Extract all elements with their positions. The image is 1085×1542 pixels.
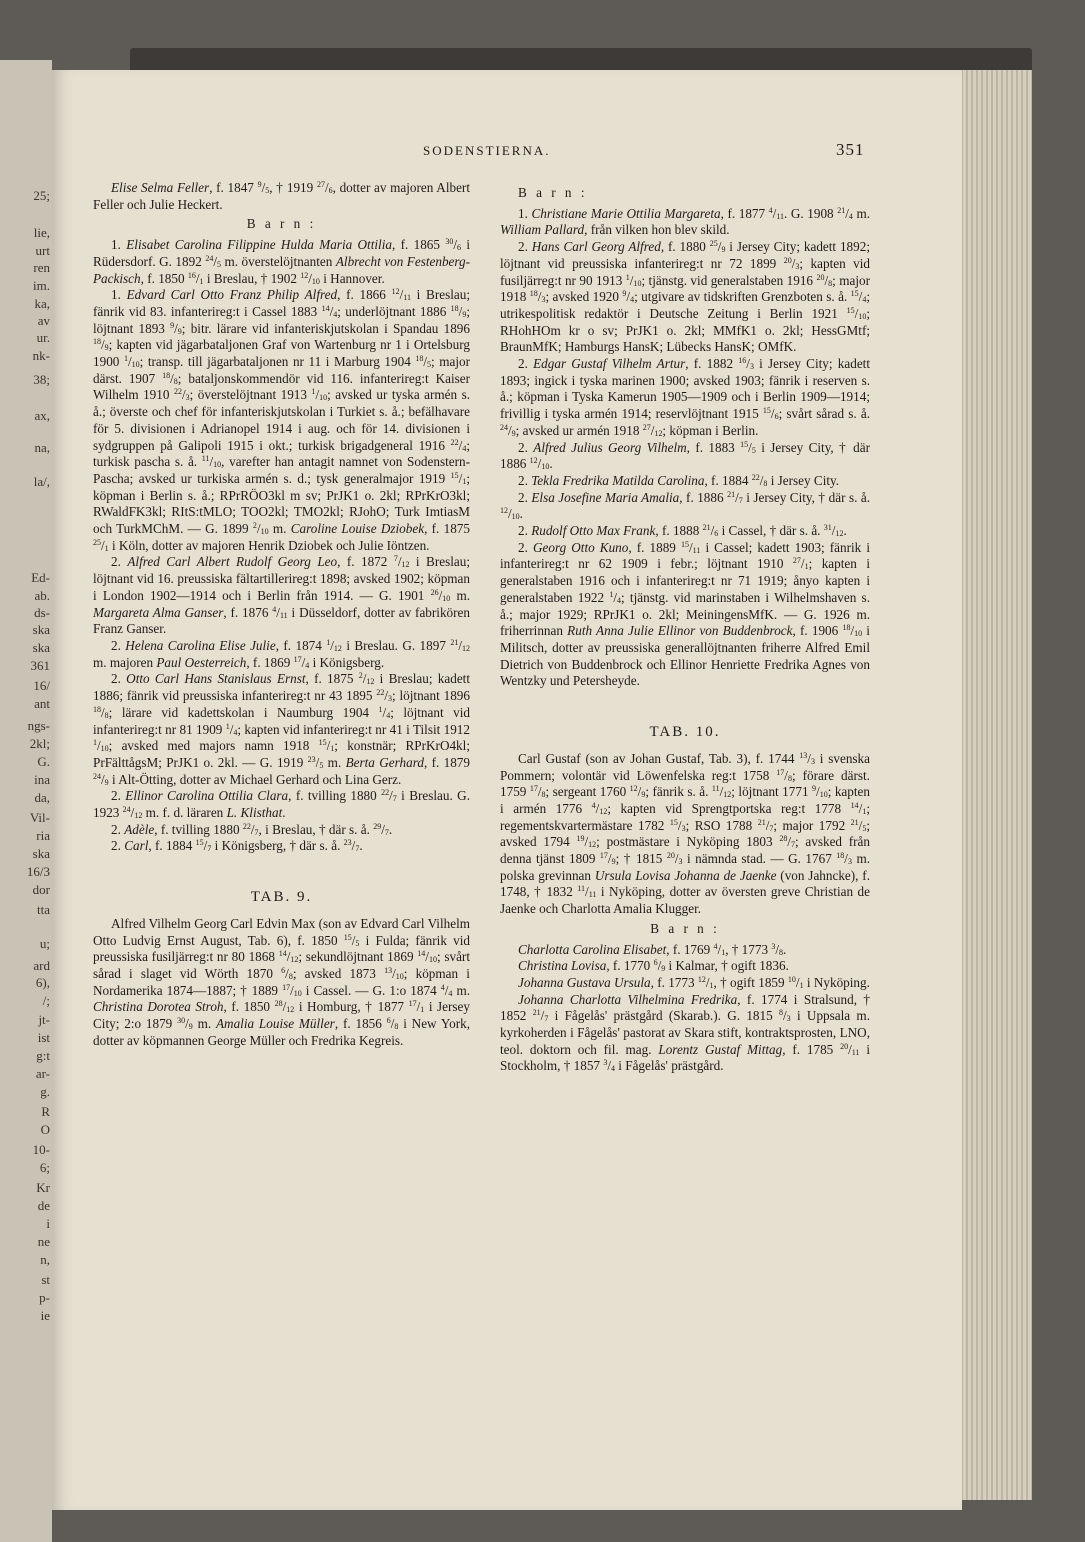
- date-fraction: $^{18}/_{10}$: [842, 623, 863, 639]
- date-fraction: $^8/_3$: [779, 1008, 791, 1024]
- person-name: Edgar Gustaf Vilhelm Artur: [533, 356, 686, 372]
- margin-fragment: ren: [33, 260, 50, 275]
- date-fraction: $^6/_8$: [386, 1016, 399, 1032]
- genealogy-entry: 1. Christiane Marie Ottilia Margareta, f. 1877 $^4/_{11}$. G. 1908 $^{21}/_4$ m. William Pallard, från vilken hon blev skild.: [500, 205, 871, 238]
- margin-fragment: av: [37, 313, 50, 328]
- genealogy-entry: Christina Lovisa, f. 1770 $^6/_9$ i Kalmar, † ogift 1836.: [518, 958, 789, 974]
- date-fraction: $^{24}/_{12}$: [122, 805, 143, 821]
- date-fraction: $^{20}/_8$: [816, 272, 833, 288]
- children-heading: B a r n :: [518, 185, 588, 200]
- date-fraction: $^{11}/_{11}$: [577, 884, 597, 900]
- margin-fragment: urt: [35, 243, 50, 258]
- date-fraction: $^{13}/_{10}$: [384, 965, 404, 981]
- genealogy-entry: 1. Edvard Carl Otto Franz Philip Alfred, f. 1866 $^{12}/_{11}$ i Breslau; fänrik vid 83. infanterireg:t i Cassel 1883 $^{14}/_4$; underlöjtnant 1886 $^{18}/_9$; löjtnant 1893 $^9/_9$; bitr. lärare vid infanteriskjutskolan i Spandau 1896 $^{18}/_9$; kapten vid jägarbataljonen Graf von Wartenburg nr 1 i Ortelsburg 1900 $^1/_{10}$; transp. till jägarbataljonen nr 11 i Marburg 1904 $^{18}/_5$; major därst. 1907 $^{18}/_8$; bataljonskommendör vid 116. infanterireg:t Kaiser Wilhelm 1910 $^{22}/_3$; överstelöjtnant 1913 $^1/_{10}$; avsked ur tyska armén s. å.; överste och chef för infanteriskjutskolan i Turkiet s. å.; befälhavare för 5. divisionen i Adrianopel 1914 i aug. och för 14. divisionen i sydgruppen på Galipoli 1915 i okt.; turkisk brigadgeneral 1916 $^{22}/_4$; turkisk pascha s. å. $^{11}/_{10}$, varefter han antagit namnet von Sodenstern-Pascha; avsked ur turkiska armén s. d.; tysk generalmajor 1919 $^{15}/_1$; köpman i Berlin s. å.; RPrRÖO3kl m sv; PrJK1 o. 2kl; RPrKrO3kl; RWaldFK3kl; RItS:tMLO; TOO2kl; TMO2kl; RJohO; Turk ImtiasM och TurkMChM. — G. 1899 $^2/_{10}$ m. Caroline Louise Dziobek, f. 1875 $^{25}/_1$ i Köln, dotter av majoren Henrik Dziobek och Julie Iöntzen.: [93, 287, 471, 553]
- person-name: Lorentz Gustaf Mittag: [658, 1041, 783, 1057]
- date-fraction: $^{25}/_9$: [709, 239, 726, 255]
- margin-fragment: ur.: [36, 330, 50, 345]
- date-fraction: $^{22}/_4$: [450, 437, 467, 453]
- date-fraction: $^{15}/_5$: [343, 932, 360, 948]
- date-fraction: $^{16}/_1$: [187, 270, 204, 286]
- date-fraction: $^{19}/_{12}$: [576, 834, 597, 850]
- genealogy-entry: Elise Selma Feller, f. 1847 $^9/_5$, † 1919 $^{27}/_6$, dotter av majoren Albert Feller och Julie Heckert.: [93, 180, 470, 212]
- date-fraction: $^1/_{10}$: [93, 738, 109, 754]
- margin-fragment: st: [41, 1272, 50, 1287]
- margin-fragment: ina: [34, 772, 50, 787]
- person-name: Amalia Louise Müller: [216, 1016, 335, 1032]
- genealogy-entry: 2. Alfred Carl Albert Rudolf Georg Leo, f. 1872 $^7/_{12}$ i Breslau; löjtnant vid 16. preussiska fältartillerireg:t 1898; avsked 1902; köpman i London 1902—1914 och i Berlin från 1914. — G. 1901 $^{26}/_{10}$ m. Margareta Alma Ganser, f. 1876 $^4/_{11}$ i Düsseldorf, dotter av fabrikören Franz Ganser.: [93, 554, 471, 637]
- date-fraction: $^{21}/_{12}$: [450, 637, 470, 653]
- margin-fragment: 25;: [33, 188, 50, 203]
- genealogy-entry: 2. Adèle, f. tvilling 1880 $^{22}/_7$, i Breslau, † där s. å. $^{29}/_7$.: [111, 821, 393, 837]
- children-heading: B a r n :: [246, 216, 317, 232]
- margin-fragment: tta: [37, 902, 50, 917]
- date-fraction: $^{21}/_4$: [837, 205, 853, 221]
- genealogy-entry: Johanna Gustava Ursula, f. 1773 $^{12}/_1$, † ogift 1859 $^{10}/_1$ i Nyköping.: [518, 974, 870, 990]
- date-fraction: $^{15}/_7$: [195, 838, 212, 854]
- date-fraction: $^6/_9$: [653, 958, 666, 974]
- date-fraction: $^{20}/_{11}$: [840, 1041, 860, 1057]
- person-name: Carl: [124, 838, 149, 854]
- date-fraction: $^{15}/_3$: [669, 817, 686, 833]
- date-fraction: $^{28}/_{12}$: [274, 999, 295, 1015]
- margin-fragment: 6),: [35, 975, 50, 990]
- person-name: Rudolf Otto Max Frank: [531, 523, 656, 539]
- date-fraction: $^4/_4$: [440, 982, 453, 998]
- margin-fragment: ria: [36, 828, 50, 843]
- margin-fragment: /;: [42, 993, 50, 1008]
- date-fraction: $^{18}/_3$: [529, 289, 546, 305]
- person-name: Helena Carolina Elise Julie: [125, 637, 276, 653]
- margin-fragment: 38;: [33, 372, 50, 387]
- date-fraction: $^{14}/_4$: [321, 303, 338, 319]
- date-fraction: $^{21}/_7$: [532, 1008, 549, 1024]
- date-fraction: $^{31}/_{12}$: [823, 523, 844, 539]
- date-fraction: $^7/_{12}$: [393, 554, 410, 570]
- date-fraction: $^{17}/_9$: [599, 851, 616, 867]
- date-fraction: $^9/_{10}$: [812, 784, 828, 800]
- person-name: Johanna Charlotta Vilhelmina Fredrika: [518, 991, 738, 1007]
- genealogy-entry: 2. Tekla Fredrika Matilda Carolina, f. 1884 $^{22}/_8$ i Jersey City.: [518, 472, 840, 488]
- date-fraction: $^{18}/_5$: [415, 354, 432, 370]
- date-fraction: $^{18}/_9$: [450, 303, 467, 319]
- date-fraction: $^{26}/_{10}$: [430, 587, 451, 603]
- genealogy-entry: 2. Georg Otto Kuno, f. 1889 $^{15}/_{11}$ i Cassel; kadett 1903; fänrik i infanterireg:t nr 62 1909 i febr.; löjtnant 1910 $^{27}/_1$; kapten i generalstaben 1916 och i infanterireg:t nr 71 1919; ånyo kapten i generalstaben 1922 $^1/_4$; tjänstg. vid marinstaben i Wilhelmshaven s. å.; major 1929; RPrJK1 o. 2kl; MeiningensMfK. — G. 1926 m. friherrinnan Ruth Anna Julie Ellinor von Buddenbrock, f. 1906 $^{18}/_{10}$ i Militsch, dotter av preussiska generallöjtnanten friherre Alfred Emil Dietrich von Buddenbrock och Ellinor Henriette Fredrika Agnes von Wentzky und Petersheyde.: [500, 539, 871, 689]
- genealogy-entry: 2. Alfred Julius Georg Vilhelm, f. 1883 $^{15}/_5$ i Jersey City, † där 1886 $^{12}/_{10}$.: [500, 439, 870, 472]
- date-fraction: $^1/_4$: [378, 704, 391, 720]
- page-number: 351: [836, 140, 865, 159]
- date-fraction: $^{18}/_8$: [162, 370, 178, 386]
- date-fraction: $^{20}/_3$: [666, 851, 683, 867]
- person-name: Ruth Anna Julie Ellinor von Buddenbrock: [567, 623, 793, 639]
- children-heading: B a r n :: [650, 920, 720, 936]
- margin-fragment: 6;: [39, 1160, 50, 1175]
- date-fraction: $^{24}/_9$: [93, 771, 109, 787]
- person-name: Georg Otto Kuno: [532, 539, 629, 555]
- date-fraction: $^{24}/_5$: [205, 253, 221, 269]
- genealogy-entry: 2. Ellinor Carolina Ottilia Clara, f. tvilling 1880 $^{22}/_7$ i Breslau. G. 1923 $^{24}/_{12}$ m. f. d. läraren L. Klisthat.: [93, 788, 470, 821]
- date-fraction: $^{22}/_8$: [751, 472, 768, 488]
- date-fraction: $^1/_{10}$: [311, 387, 328, 403]
- date-fraction: $^{15}/_6$: [762, 406, 779, 422]
- date-fraction: $^{25}/_1$: [93, 537, 109, 553]
- person-name: Margareta Alma Ganser: [93, 604, 224, 620]
- date-fraction: $^{28}/_7$: [779, 834, 795, 850]
- date-fraction: $^{10}/_1$: [787, 974, 804, 990]
- date-fraction: $^{29}/_7$: [373, 821, 389, 837]
- date-fraction: $^{14}/_{10}$: [417, 949, 437, 965]
- date-fraction: $^{30}/_9$: [177, 1016, 193, 1032]
- date-fraction: $^{18}/_8$: [93, 704, 109, 720]
- margin-fragment: ska: [32, 846, 50, 861]
- date-fraction: $^{17}/_8$: [529, 784, 546, 800]
- person-name: Tekla Fredrika Matilda Carolina: [531, 472, 705, 488]
- date-fraction: $^{22}/_7$: [381, 788, 397, 804]
- margin-fragment: ab.: [34, 588, 50, 603]
- date-fraction: $^{17}/_4$: [293, 654, 310, 670]
- margin-fragment: ie: [40, 1308, 50, 1323]
- table-heading: TAB. 9.: [250, 889, 313, 906]
- person-name: Alfred Julius Georg Vilhelm: [533, 439, 687, 455]
- date-fraction: $^{15}/_{10}$: [846, 305, 867, 321]
- date-fraction: $^{12}/_9$: [629, 784, 646, 800]
- running-head-title: SODENSTIERNA.: [423, 143, 551, 158]
- margin-fragment: ard: [33, 958, 50, 973]
- person-name: William Pallard: [500, 222, 585, 238]
- date-fraction: $^9/_5$: [257, 180, 270, 195]
- margin-fragment: im.: [33, 278, 50, 293]
- date-fraction: $^1/_{12}$: [326, 637, 342, 653]
- date-fraction: $^{21}/_7$: [757, 817, 774, 833]
- margin-fragment: O: [40, 1122, 50, 1137]
- genealogy-entry: 1. Elisabet Carolina Filippine Hulda Maria Ottilia, f. 1865 $^{30}/_6$ i Rüdersdorf. G. 1892 $^{24}/_5$ m. överstelöjtnanten Albrecht von Festenberg-Packisch, f. 1850 $^{16}/_1$ i Breslau, † 1902 $^{12}/_{10}$ i Hannover.: [93, 237, 471, 286]
- date-fraction: $^3/_4$: [603, 1058, 615, 1074]
- date-fraction: $^{14}/_1$: [850, 800, 867, 816]
- left-column: [93, 180, 470, 1049]
- genealogy-entry: Charlotta Carolina Elisabet, f. 1769 $^4/_1$, † 1773 $^3/_8$.: [518, 941, 787, 957]
- date-fraction: $^{22}/_3$: [173, 387, 190, 403]
- genealogy-entry: 2. Edgar Gustaf Vilhelm Artur, f. 1882 $^{16}/_3$ i Jersey City; kadett 1893; ingick i tyska marinen 1900; avsked 1903; fänrik i reserven s. å.; köpman i Tyska Kamerun 1905—1909 och i Berlin 1909—1914; frivillig i tyska armén 1914; reservlöjtnant 1915 $^{15}/_6$; svårt sårad s. å. $^{24}/_9$; avsked ur armén 1918 $^{27}/_{12}$; köpman i Berlin.: [500, 356, 870, 438]
- genealogy-entry: 2. Rudolf Otto Max Frank, f. 1888 $^{21}/_6$ i Cassel, † där s. å. $^{31}/_{12}$.: [518, 523, 847, 539]
- date-fraction: $^9/_4$: [622, 289, 635, 305]
- margin-fragment: lie,: [33, 225, 50, 240]
- date-fraction: $^{15}/_5$: [740, 439, 756, 455]
- date-fraction: $^{23}/_5$: [307, 754, 324, 770]
- genealogy-entry: 2. Elsa Josefine Maria Amalia, f. 1886 $^{21}/_7$ i Jersey City, † där s. å. $^{12}/_{10}$.: [500, 489, 871, 522]
- margin-fragment: 16/3: [26, 864, 50, 879]
- date-fraction: $^{12}/_{10}$: [500, 506, 520, 522]
- date-fraction: $^{13}/_3$: [799, 750, 815, 766]
- date-fraction: $^{16}/_3$: [738, 356, 754, 372]
- genealogy-entry: 2. Carl, f. 1884 $^{15}/_7$ i Königsberg, † där s. å. $^{23}/_7$.: [111, 838, 363, 854]
- date-fraction: $^{12}/_{11}$: [391, 287, 411, 303]
- date-fraction: $^{12}/_1$: [697, 974, 714, 990]
- person-name: Albrecht von Festenberg-Packisch: [93, 253, 471, 286]
- person-name: Christina Dorotea Stroh: [93, 999, 224, 1015]
- date-fraction: $^{27}/_{12}$: [642, 422, 663, 438]
- person-name: Paul Oesterreich: [156, 654, 247, 670]
- date-fraction: $^{22}/_7$: [242, 821, 259, 837]
- genealogy-entry: 2. Helena Carolina Elise Julie, f. 1874 $^1/_{12}$ i Breslau. G. 1897 $^{21}/_{12}$ m. majoren Paul Oesterreich, f. 1869 $^{17}/_4$ i Königsberg.: [93, 637, 470, 670]
- margin-fragment: ant: [34, 696, 50, 711]
- date-fraction: $^4/_{12}$: [591, 800, 608, 816]
- margin-fragment: 10-: [32, 1142, 50, 1157]
- person-name: Ellinor Carolina Ottilia Clara: [125, 788, 289, 804]
- margin-fragment: na,: [34, 440, 50, 455]
- margin-fragment: Ed-: [31, 570, 50, 585]
- margin-fragment: i: [46, 1216, 50, 1231]
- date-fraction: $^{15}/_{11}$: [680, 539, 701, 555]
- margin-fragment: p-: [39, 1290, 50, 1305]
- date-fraction: $^{17}/_{10}$: [282, 982, 302, 998]
- date-fraction: $^1/_{10}$: [123, 354, 140, 370]
- date-fraction: $^{18}/_3$: [836, 851, 852, 867]
- date-fraction: $^9/_9$: [170, 320, 182, 336]
- date-fraction: $^{27}/_6$: [316, 180, 333, 195]
- facing-page-edge: [0, 60, 52, 1542]
- margin-fragment: ar-: [35, 1066, 50, 1081]
- person-name: Otto Carl Hans Stanislaus Ernst: [126, 671, 306, 687]
- genealogy-entry: 2. Otto Carl Hans Stanislaus Ernst, f. 1875 $^2/_{12}$ i Breslau; kadett 1886; fänrik vid preussiska infanterireg:t nr 43 1895 $^{22}/_3$; löjtnant 1896 $^{18}/_8$; lärare vid kadettskolan i Naumburg 1904 $^1/_4$; löjtnant vid infanterireg:t nr 81 1909 $^1/_4$; kapten vid infanterireg:t nr 41 i Tilsit 1912 $^1/_{10}$; avsked med majors namn 1918 $^{15}/_1$; konstnär; RPrKrO4kl; PrFälttågsM; PrJK1 o. 2kl. — G. 1919 $^{23}/_5$ m. Berta Gerhard, f. 1879 $^{24}/_9$ i Alt-Ötting, dotter av Michael Gerhard och Lina Gerz.: [93, 671, 471, 787]
- person-name: Berta Gerhard: [345, 754, 424, 770]
- date-fraction: $^{17}/_8$: [776, 767, 792, 783]
- person-name: Hans Carl Georg Alfred: [531, 239, 661, 255]
- margin-fragment: de: [37, 1198, 50, 1213]
- person-name: Adèle: [124, 821, 155, 837]
- person-name: Christina Lovisa: [518, 958, 607, 974]
- margin-fragment: 361: [30, 658, 50, 673]
- person-name: Charlotta Carolina Elisabet: [518, 941, 667, 957]
- table-heading: TAB. 10.: [649, 724, 721, 741]
- margin-fragment: g:t: [36, 1048, 50, 1063]
- margin-fragment: g.: [40, 1084, 50, 1099]
- date-fraction: $^2/_{10}$: [252, 521, 269, 537]
- date-fraction: $^{21}/_7$: [727, 489, 743, 505]
- date-fraction: $^6/_8$: [281, 965, 293, 981]
- margin-fragment: ngs-: [27, 718, 50, 733]
- date-fraction: $^{21}/_6$: [702, 523, 719, 539]
- margin-fragment: da,: [34, 790, 50, 805]
- date-fraction: $^{14}/_{12}$: [278, 949, 299, 965]
- person-name: Elsa Josefine Maria Amalia: [531, 489, 680, 505]
- margin-fragment: n,: [40, 1252, 50, 1267]
- date-fraction: $^{30}/_6$: [445, 237, 461, 253]
- margin-fragment: ist: [37, 1030, 50, 1045]
- date-fraction: $^4/_{11}$: [768, 205, 785, 221]
- date-fraction: $^{18}/_9$: [93, 337, 109, 353]
- person-name: Caroline Louise Dziobek: [290, 521, 425, 537]
- date-fraction: $^{20}/_3$: [783, 255, 800, 271]
- person-name: Johanna Gustava Ursula: [518, 974, 651, 990]
- person-name: L. Klisthat: [226, 805, 283, 821]
- date-fraction: $^4/_{11}$: [272, 604, 288, 620]
- date-fraction: $^{23}/_7$: [343, 838, 360, 854]
- date-fraction: $^1/_4$: [225, 721, 238, 737]
- margin-fragment: u;: [39, 936, 50, 951]
- date-fraction: $^{11}/_{10}$: [201, 454, 222, 470]
- date-fraction: $^2/_{12}$: [358, 671, 375, 687]
- margin-fragment: jt-: [38, 1012, 50, 1027]
- date-fraction: $^1/_{10}$: [625, 272, 642, 288]
- margin-fragment: ds-: [34, 605, 50, 620]
- person-name: Christiane Marie Ottilia Margareta: [531, 205, 721, 221]
- genealogy-entry: Carl Gustaf (son av Johan Gustaf, Tab. 3), f. 1744 $^{13}/_3$ i svenska Pommern; volontär vid Löwenfelska reg:t 1758 $^{17}/_8$; förare därst. 1759 $^{17}/_8$; sergeant 1760 $^{12}/_9$; fänrik s. å. $^{11}/_{12}$; löjtnant 1771 $^9/_{10}$; kapten i armén 1776 $^4/_{12}$; kapten vid Sprengtportska reg:t 1778 $^{14}/_1$; regementskvartermästare 1782 $^{15}/_3$; RSO 1788 $^{21}/_7$; major 1792 $^{21}/_5$; avsked 1794 $^{19}/_{12}$; postmästare i Nyköping 1803 $^{28}/_7$; avsked från denna tjänst 1809 $^{17}/_9$; † 1815 $^{20}/_3$ i nämnda stad. — G. 1767 $^{18}/_3$ m. polska grevinnan Ursula Lovisa Johanna de Jaenke (von Jahncke), f. 1748, † 1832 $^{11}/_{11}$ i Nyköping, dotter av översten greve Christian de Jaenke och Charlotta Amalia Klugger.: [500, 750, 871, 917]
- date-fraction: $^1/_4$: [609, 589, 622, 605]
- date-fraction: $^{15}/_4$: [850, 289, 867, 305]
- genealogy-entry: Alfred Vilhelm Georg Carl Edvin Max (son av Edvard Carl Vilhelm Otto Ludvig Ernst August, Tab. 6), f. 1850 $^{15}/_5$ i Fulda; fänrik vid preussiska fusiljärreg:t nr 80 1868 $^{14}/_{12}$; sekundlöjtnant 1869 $^{14}/_{10}$; svårt sårad i slaget vid Wörth 1870 $^6/_8$; avsked 1873 $^{13}/_{10}$; köpman i Nordamerika 1874—1887; † 1889 $^{17}/_{10}$ i Cassel. — G. 1:o 1874 $^4/_4$ m. Christina Dorotea Stroh, f. 1850 $^{28}/_{12}$ i Homburg, † 1877 $^{17}/_1$ i Jersey City; 2:o 1879 $^{30}/_9$ m. Amalia Louise Müller, f. 1856 $^6/_8$ i New York, dotter av köpmannen George Müller och Fredrika Kegreis.: [93, 915, 471, 1048]
- margin-fragment: Vil-: [29, 810, 50, 825]
- date-fraction: $^{27}/_1$: [792, 556, 809, 572]
- person-name: Edvard Carl Otto Franz Philip Alfred: [126, 287, 338, 303]
- genealogy-entry: Johanna Charlotta Vilhelmina Fredrika, f. 1774 i Stralsund, † 1852 $^{21}/_7$ i Fågelås' prästgård (Skarab.). G. 1815 $^8/_3$ i Uppsala m. kyrkoherden i Fågelås' pastorat av Skara stift, kontraktsprosten, LNO, teol. doktorn och fil. mag. Lorentz Gustaf Mittag, f. 1785 $^{20}/_{11}$ i Stockholm, † 1857 $^3/_4$ i Fågelås' prästgård.: [500, 991, 870, 1074]
- date-fraction: $^3/_8$: [771, 941, 784, 957]
- date-fraction: $^{11}/_{12}$: [711, 784, 732, 800]
- person-name: Elisabet Carolina Filippine Hulda Maria Ottilia: [126, 237, 392, 253]
- margin-fragment: 16/: [33, 678, 50, 693]
- person-name: Ursula Lovisa Johanna de Jaenke: [594, 867, 777, 883]
- margin-fragment: ska: [32, 640, 50, 655]
- date-fraction: $^4/_1$: [713, 941, 726, 957]
- date-fraction: $^{12}/_{10}$: [529, 456, 550, 472]
- margin-fragment: nk-: [32, 348, 50, 363]
- date-fraction: $^{21}/_5$: [850, 817, 867, 833]
- margin-fragment: R: [41, 1104, 50, 1119]
- margin-fragment: G.: [37, 754, 50, 769]
- margin-fragment: ne: [37, 1234, 50, 1249]
- margin-fragment: Kr: [36, 1180, 50, 1195]
- person-name: Alfred Carl Albert Rudolf Georg Leo: [127, 554, 338, 570]
- margin-fragment: ka,: [34, 296, 50, 311]
- margin-fragment: ska: [32, 622, 50, 637]
- date-fraction: $^{24}/_9$: [500, 422, 516, 438]
- date-fraction: $^{15}/_1$: [318, 738, 335, 754]
- date-fraction: $^{22}/_3$: [376, 688, 392, 704]
- date-fraction: $^{12}/_{10}$: [300, 270, 320, 286]
- person-name: Elise Selma Feller: [111, 180, 210, 195]
- right-column: [500, 182, 870, 1075]
- genealogy-entry: 2. Hans Carl Georg Alfred, f. 1880 $^{25}/_9$ i Jersey City; kadett 1892; löjtnant vid preussiska infanterireg:t nr 72 1899 $^{20}/_3$; kapten vid fusiljärreg:t nr 90 1913 $^1/_{10}$; tjänstg. vid generalstaben 1916 $^{20}/_8$; major 1918 $^{18}/_3$; avsked 1920 $^9/_4$; utgivare av tidskriften Grenzboten s. å. $^{15}/_4$; utrikespolitisk redaktör i Deutsche Zeitung i Berlin 1921 $^{15}/_{10}$; RHohHOm kr o sv; PrJK1 o. 2kl; MMfK1 o. 2kl; HessGMtf; BraunMfK; Hamburgs HansK; Lübecks HansK; OMfK.: [500, 239, 871, 355]
- margin-fragment: dor: [32, 882, 50, 897]
- date-fraction: $^{15}/_1$: [450, 470, 467, 486]
- date-fraction: $^{17}/_1$: [408, 999, 425, 1015]
- margin-fragment: la/,: [33, 474, 50, 489]
- margin-fragment: ax,: [34, 408, 50, 423]
- margin-fragment: 2kl;: [29, 736, 50, 751]
